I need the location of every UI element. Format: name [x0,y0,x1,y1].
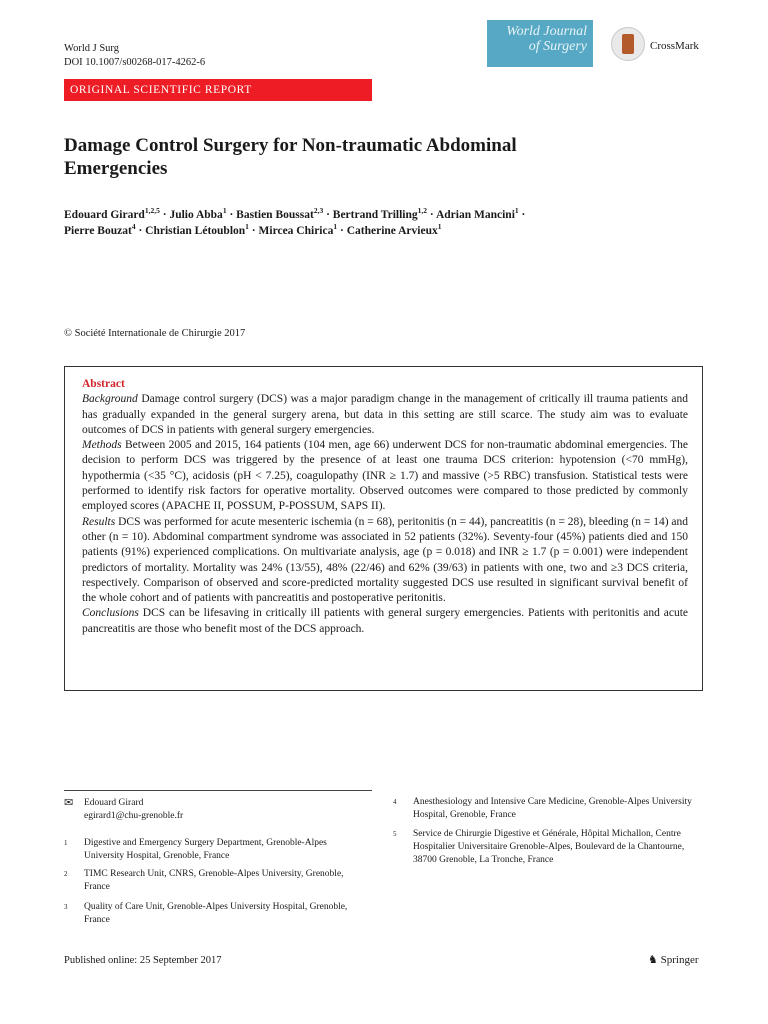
section-text: DCS was performed for acute mesenteric ischemia (n = 68), peritonitis (n = 44), pancreatitis (n = 28), bleeding (n = 14) and other (n = 10). Abdominal compartment syndrome was associated in 52 patients (32%). Seventy-four (45%) patients died and 150 patients (91%) experienced complications. On multivariate analysis, age (p = 0.018) and INR ≥ 1.7 (p = 0.001) were independent predictors of mortality. Mortality was 24% (13/55), 48% (22/46) and 62% (39/63) in patients with one, two and ≥3 DCS criteria, respectively. Comparison of observed and score-predicted mortality suggested DCS use resulted in significant survival benefit of the whole cohort and of patients with pancreatitis and postoperative peritonitis. [82,515,689,605]
corresponding-author: Edouard Girard [84,798,144,808]
affiliation-ref: 4 [131,222,136,231]
affiliation-text: Anesthesiology and Intensive Care Medicine, Grenoble-Alpes University Hospital, Grenoble, France [413,797,692,820]
author-separator: · [323,208,333,221]
paper-title [64,134,684,180]
footnote-divider [64,790,372,791]
author: Edouard Girard [64,208,145,221]
author: Catherine Arvieux [346,224,438,237]
author-separator: · [518,208,526,221]
abstract-methods [82,438,688,514]
affiliation-item [64,901,354,927]
affiliation-ref: 1,2 [417,206,428,215]
section-label: Background [82,393,138,406]
abstract-heading: Abstract [82,378,125,390]
crossmark-icon[interactable] [611,27,645,61]
corresponding-email[interactable]: egirard1@chu-grenoble.fr [84,811,184,821]
affiliation-number: 3 [64,903,68,911]
author-separator: · [226,208,237,221]
author-separator: · [337,224,347,237]
author: Adrian Mancini [435,208,515,221]
section-text: Between 2005 and 2015, 164 patients (104 men, age 66) underwent DCS for non-traumatic abdominal emergencies. The decision to perform DCS was triggered by the presence of at least one trauma DCS criterion: hypotension (<70 mmHg), hypothermia (<35 °C), acidosis (pH < 7.25), coagulopathy (INR ≥ 1.7) and massive (>5 RBC) transfusion. Statistical tests were performed to identify risk factors for operative mortality. Observed outcomes were compared to those predicted by commonly employed scores (APACHE II, POSSUM, P-POSSUM, SAPS II). [82,439,689,513]
affiliation-number: 1 [64,839,68,847]
affiliation-number: 4 [393,798,397,806]
abstract-background [82,392,688,438]
logo-text-2: of Surgery [528,39,587,54]
author-separator: · [135,224,146,237]
affiliation-ref: 1 [245,222,249,231]
doi[interactable]: DOI 10.1007/s00268-017-4262-6 [64,57,206,68]
logo-text-1: World Journal [506,24,587,39]
affiliation-ref: 2,3 [313,206,324,215]
title-line-1: Damage Control Surgery for Non-traumatic Abdominal [64,135,517,156]
affiliation-text: TIMC Research Unit, CNRS, Grenoble-Alpes University, Grenoble, France [84,869,344,892]
affiliation-ref: 1 [514,206,519,215]
affiliation-ref: 1 [437,222,442,231]
published-date: Published online: 25 September 2017 [64,955,222,966]
section-text: DCS can be lifesaving in critically ill patients with general surgery emergencies. Patients with peritonitis and acute pancreatitis are those who benefit most of the DCS approach. [82,607,688,635]
crossmark-label[interactable]: CrossMark [650,40,699,52]
publisher-logo[interactable] [648,953,699,966]
springer-horse-icon: ♞ [648,954,658,966]
journal-abbrev: World J Surg [64,43,119,54]
abstract-conclusions [82,606,688,637]
title-line-2: Emergencies [64,158,168,179]
author: Bastien Boussat [236,208,314,221]
affiliation-text: Quality of Care Unit, Grenoble-Alpes University Hospital, Grenoble, France [84,902,348,925]
journal-logo[interactable] [487,20,593,67]
affiliation-ref: 1,2,5 [144,206,160,215]
section-label: Methods [82,439,122,452]
author: Bertrand Trilling [332,208,418,221]
author-separator: · [248,224,259,237]
author-separator: · [427,208,436,221]
envelope-icon: ✉ [64,797,74,809]
affiliation-ref: 1 [222,206,227,215]
author-separator: · [159,208,170,221]
author: Julio Abba [169,208,223,221]
affiliation-text: Digestive and Emergency Surgery Department, Grenoble-Alpes University Hospital, Grenoble, France [84,838,327,861]
copyright-notice: © Société Internationale de Chirurgie 2017 [64,328,246,339]
section-label: Conclusions [82,607,139,620]
author: Pierre Bouzat [64,224,132,237]
publisher-name: Springer [660,954,699,966]
section-label: Results [82,515,116,528]
author: Christian Létoublon [145,224,246,237]
affiliation-number: 5 [393,830,397,838]
affiliation-text: Service de Chirurgie Digestive et Générale, Hôpital Michallon, Centre Hospitalier Universitaire Grenoble-Alpes, Boulevard de la Chantourne, 38700 Grenoble, La Tronche, France [413,829,685,865]
section-text: Damage control surgery (DCS) was a major paradigm change in the management of critically ill trauma patients and has gradually expanded in the general surgery arena, but data in this setting are still scarce. The study aim was to evaluate outcomes of DCS in patients with general surgery emergencies. [82,393,688,436]
affiliation-item [393,828,693,867]
affiliation-ref: 1 [333,222,338,231]
affiliation-number: 2 [64,870,68,878]
author: Mircea Chirica [258,224,334,237]
affiliation-item [393,796,693,822]
abstract-box [64,366,703,691]
affiliation-item [64,837,354,863]
affiliation-item [64,868,354,894]
abstract-results [82,515,688,607]
article-type-banner: ORIGINAL SCIENTIFIC REPORT [64,79,372,101]
authors-line-2 [64,219,704,239]
